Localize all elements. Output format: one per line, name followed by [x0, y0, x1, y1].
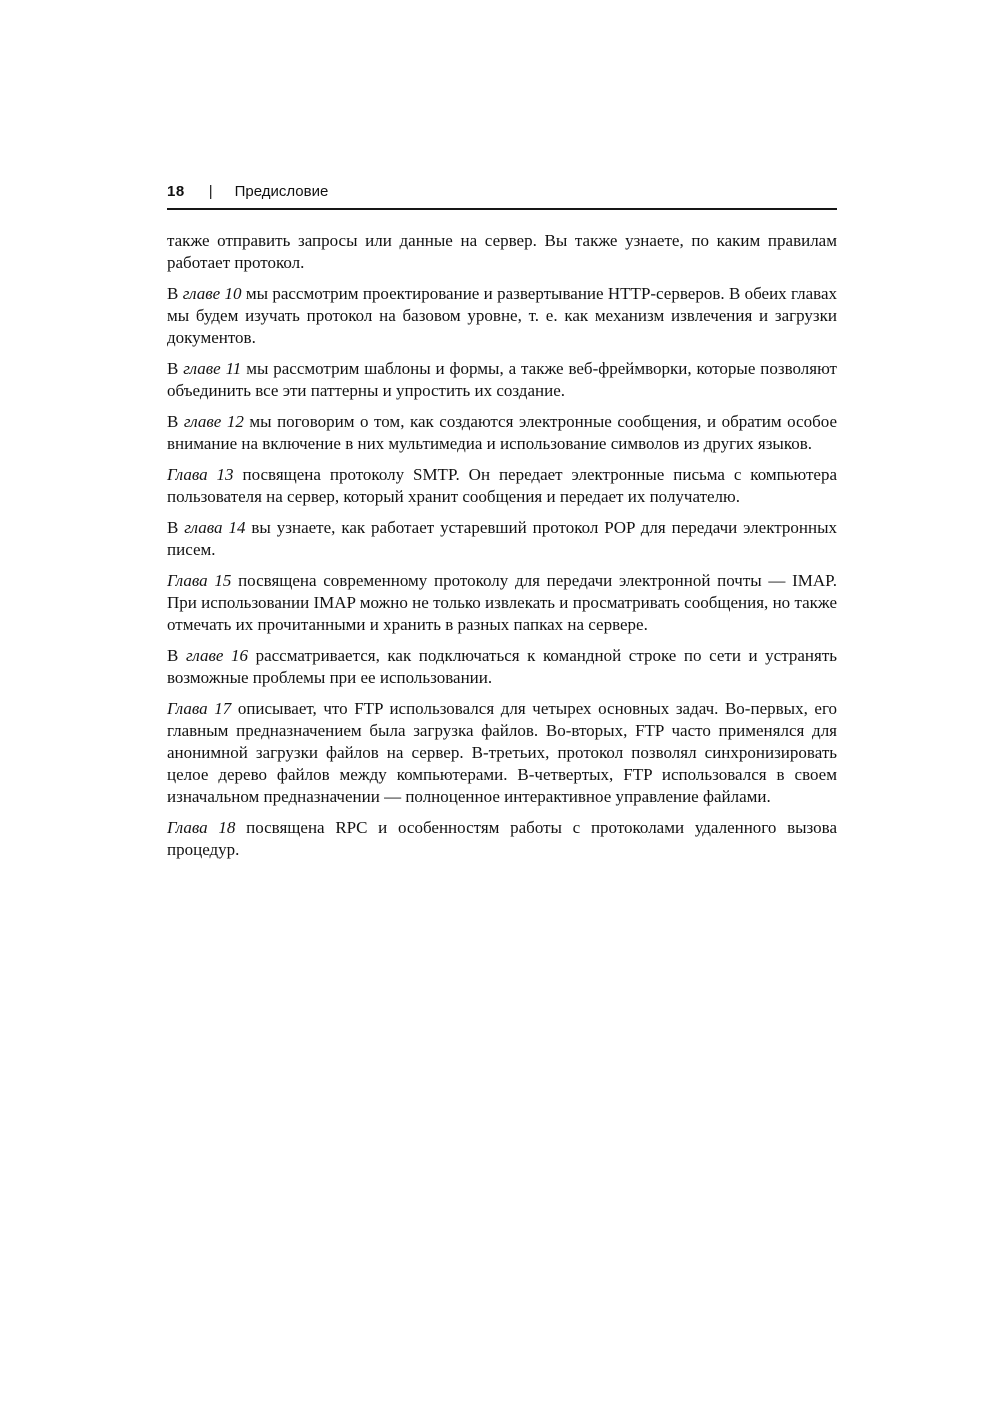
chapter-ref: Глава 15: [167, 571, 232, 590]
running-title: Предисловие: [234, 183, 329, 200]
chapter-ref: главе 12: [183, 412, 244, 431]
page-number: 18: [167, 183, 185, 200]
paragraph-prefix: В: [167, 518, 185, 537]
paragraph-6: [167, 517, 837, 561]
paragraph-prefix: В: [167, 359, 184, 378]
paragraph-7: [167, 570, 837, 636]
paragraph-text: посвящена современному протоколу для передачи электронной почты — IMAP. При использовании IMAP можно не только извлекать и просматривать сообщения, но также отмечать их прочитанными и хранить в разных папках на сервере.: [167, 571, 837, 634]
paragraph-text: вы узнаете, как работает устаревший протокол POP для передачи электронных писем.: [167, 518, 837, 559]
paragraph-3: [167, 358, 837, 402]
paragraph-text: мы рассмотрим шаблоны и формы, а также веб-фреймворки, которые позволяют объединить все эти паттерны и упростить их создание.: [167, 359, 837, 400]
page-content: [167, 183, 837, 861]
chapter-ref: Глава 18: [167, 818, 236, 837]
chapter-ref: главе 11: [183, 359, 242, 378]
paragraph-1: [167, 230, 837, 274]
paragraph-text: также отправить запросы или данные на сервер. Вы также узнаете, по каким правилам работает протокол.: [167, 231, 837, 272]
paragraph-8: [167, 645, 837, 689]
chapter-ref: Глава 13: [167, 465, 234, 484]
page-header: [167, 183, 837, 210]
paragraph-4: [167, 411, 837, 455]
paragraph-2: [167, 283, 837, 349]
chapter-ref: главе 16: [185, 646, 248, 665]
chapter-ref: главе 10: [182, 284, 242, 303]
paragraph-prefix: В: [167, 284, 183, 303]
body-text: [167, 230, 837, 861]
chapter-ref: глава 14: [184, 518, 246, 537]
paragraph-prefix: В: [167, 412, 184, 431]
paragraph-5: [167, 464, 837, 508]
paragraph-text: посвящена протоколу SMTP. Он передает электронные письма с компьютера пользователя на сервер, который хранит сообщения и передает их получателю.: [167, 465, 837, 506]
paragraph-text: мы рассмотрим проектирование и развертывание HTTP-серверов. В обеих главах мы будем изучать протокол на базовом уровне, т. е. как механизм извлечения и загрузки документов.: [167, 284, 838, 347]
paragraph-9: [167, 698, 837, 808]
paragraph-prefix: В: [167, 646, 186, 665]
paragraph-text: посвящена RPC и особенностям работы с протоколами удаленного вызова процедур.: [167, 818, 838, 859]
paragraph-text: мы поговорим о том, как создаются электронные сообщения, и обратим особое внимание на включение в них мультимедиа и использование символов из других языков.: [167, 412, 838, 453]
paragraph-text: рассматривается, как подключаться к командной строке по сети и устранять возможные проблемы при ее использовании.: [167, 646, 838, 687]
paragraph-10: [167, 817, 837, 861]
chapter-ref: Глава 17: [167, 699, 232, 718]
paragraph-text: описывает, что FTP использовался для четырех основных задач. Во-первых, его главным предназначением была загрузка файлов. Во-вторых, FTP часто применялся для анонимной загрузки файлов на сервер. В-третьих, протокол позволял синхронизировать целое дерево файлов между компьютерами. В-четвертых, FTP использовался в своем изначальном предназначении — полноценное интерактивное управление файлами.: [167, 699, 837, 806]
header-separator: |: [208, 183, 213, 200]
